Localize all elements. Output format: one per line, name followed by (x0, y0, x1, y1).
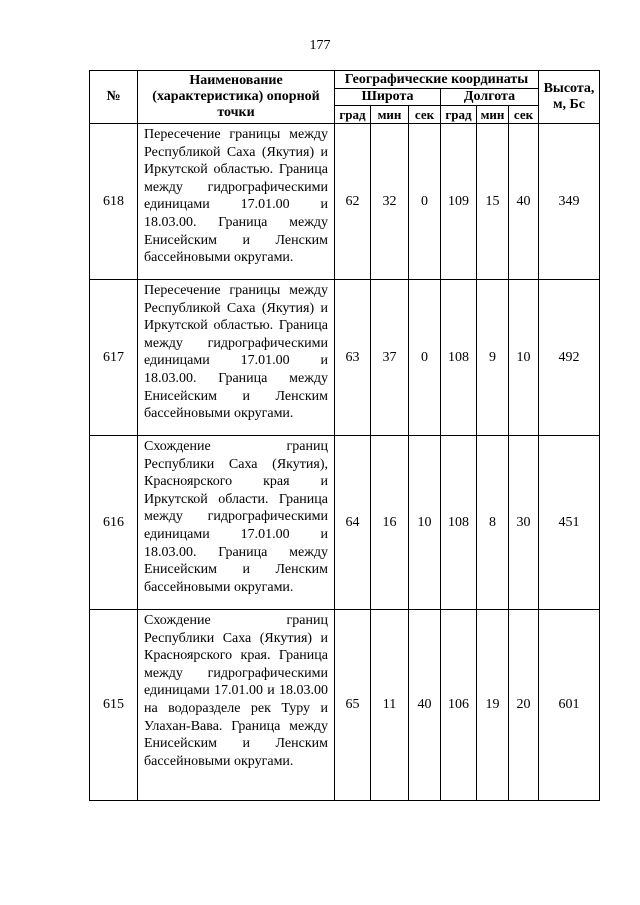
table-row (90, 280, 600, 436)
height-value: 601 (539, 610, 600, 801)
header-lon-sec: сек (509, 106, 539, 124)
header-lat-sec: сек (409, 106, 441, 124)
lon-deg: 106 (441, 610, 477, 801)
header-height: Высота, м, Бс (539, 71, 600, 124)
header-lon-min: мин (477, 106, 509, 124)
page-number: 177 (309, 38, 331, 53)
point-description: Схождение границ Республики Саха (Якутия), Красноярского края и Иркутской области. Граница между гидрографическими единицами 17.01.00 и 18.03.00. Граница между Енисейским и Ленским бассейновыми округами. (138, 436, 335, 610)
lat-min: 16 (371, 436, 409, 610)
table-row (90, 124, 600, 280)
lon-sec: 40 (509, 124, 539, 280)
lat-sec: 0 (409, 124, 441, 280)
coordinates-table (89, 70, 600, 801)
header-lon-deg: град (441, 106, 477, 124)
header-latitude: Широта (335, 89, 441, 106)
point-description: Пересечение границы между Республикой Саха (Якутия) и Иркутской областью. Граница между гидрографическими единицами 17.01.00 и 18.03.00. Граница между Енисейским и Ленским бассейновыми округами. (138, 280, 335, 436)
height-value: 451 (539, 436, 600, 610)
header-lat-min: мин (371, 106, 409, 124)
lon-min: 8 (477, 436, 509, 610)
table-row (90, 610, 600, 801)
header-geo-coordinates: Географические координаты (335, 71, 539, 89)
lat-sec: 10 (409, 436, 441, 610)
lon-min: 19 (477, 610, 509, 801)
lon-deg: 108 (441, 436, 477, 610)
lat-deg: 65 (335, 610, 371, 801)
header-longitude: Долгота (441, 89, 539, 106)
lat-deg: 64 (335, 436, 371, 610)
lon-deg: 109 (441, 124, 477, 280)
lon-sec: 20 (509, 610, 539, 801)
lon-min: 9 (477, 280, 509, 436)
point-description: Пересечение границы между Республикой Саха (Якутия) и Иркутской областью. Граница между гидрографическими единицами 17.01.00 и 18.03.00. Граница между Енисейским и Ленским бассейновыми округами. (138, 124, 335, 280)
lon-sec: 30 (509, 436, 539, 610)
lat-min: 37 (371, 280, 409, 436)
height-value: 349 (539, 124, 600, 280)
lon-sec: 10 (509, 280, 539, 436)
table-row (90, 436, 600, 610)
header-lat-deg: град (335, 106, 371, 124)
lon-deg: 108 (441, 280, 477, 436)
point-description: Схождение границ Республики Саха (Якутия) и Красноярского края. Граница между гидрографическими единицами 17.01.00 и 18.03.00 на водоразделе рек Туру и Улахан-Вава. Граница между Енисейским и Ленским бассейновыми округами. (138, 610, 335, 801)
lat-min: 32 (371, 124, 409, 280)
lat-sec: 40 (409, 610, 441, 801)
lat-sec: 0 (409, 280, 441, 436)
point-number: 616 (90, 436, 138, 610)
point-number: 617 (90, 280, 138, 436)
height-value: 492 (539, 280, 600, 436)
header-name: Наименование (характеристика) опорной точки (138, 71, 335, 124)
lat-deg: 62 (335, 124, 371, 280)
lat-min: 11 (371, 610, 409, 801)
header-number: № (90, 71, 138, 124)
lon-min: 15 (477, 124, 509, 280)
point-number: 615 (90, 610, 138, 801)
lat-deg: 63 (335, 280, 371, 436)
point-number: 618 (90, 124, 138, 280)
